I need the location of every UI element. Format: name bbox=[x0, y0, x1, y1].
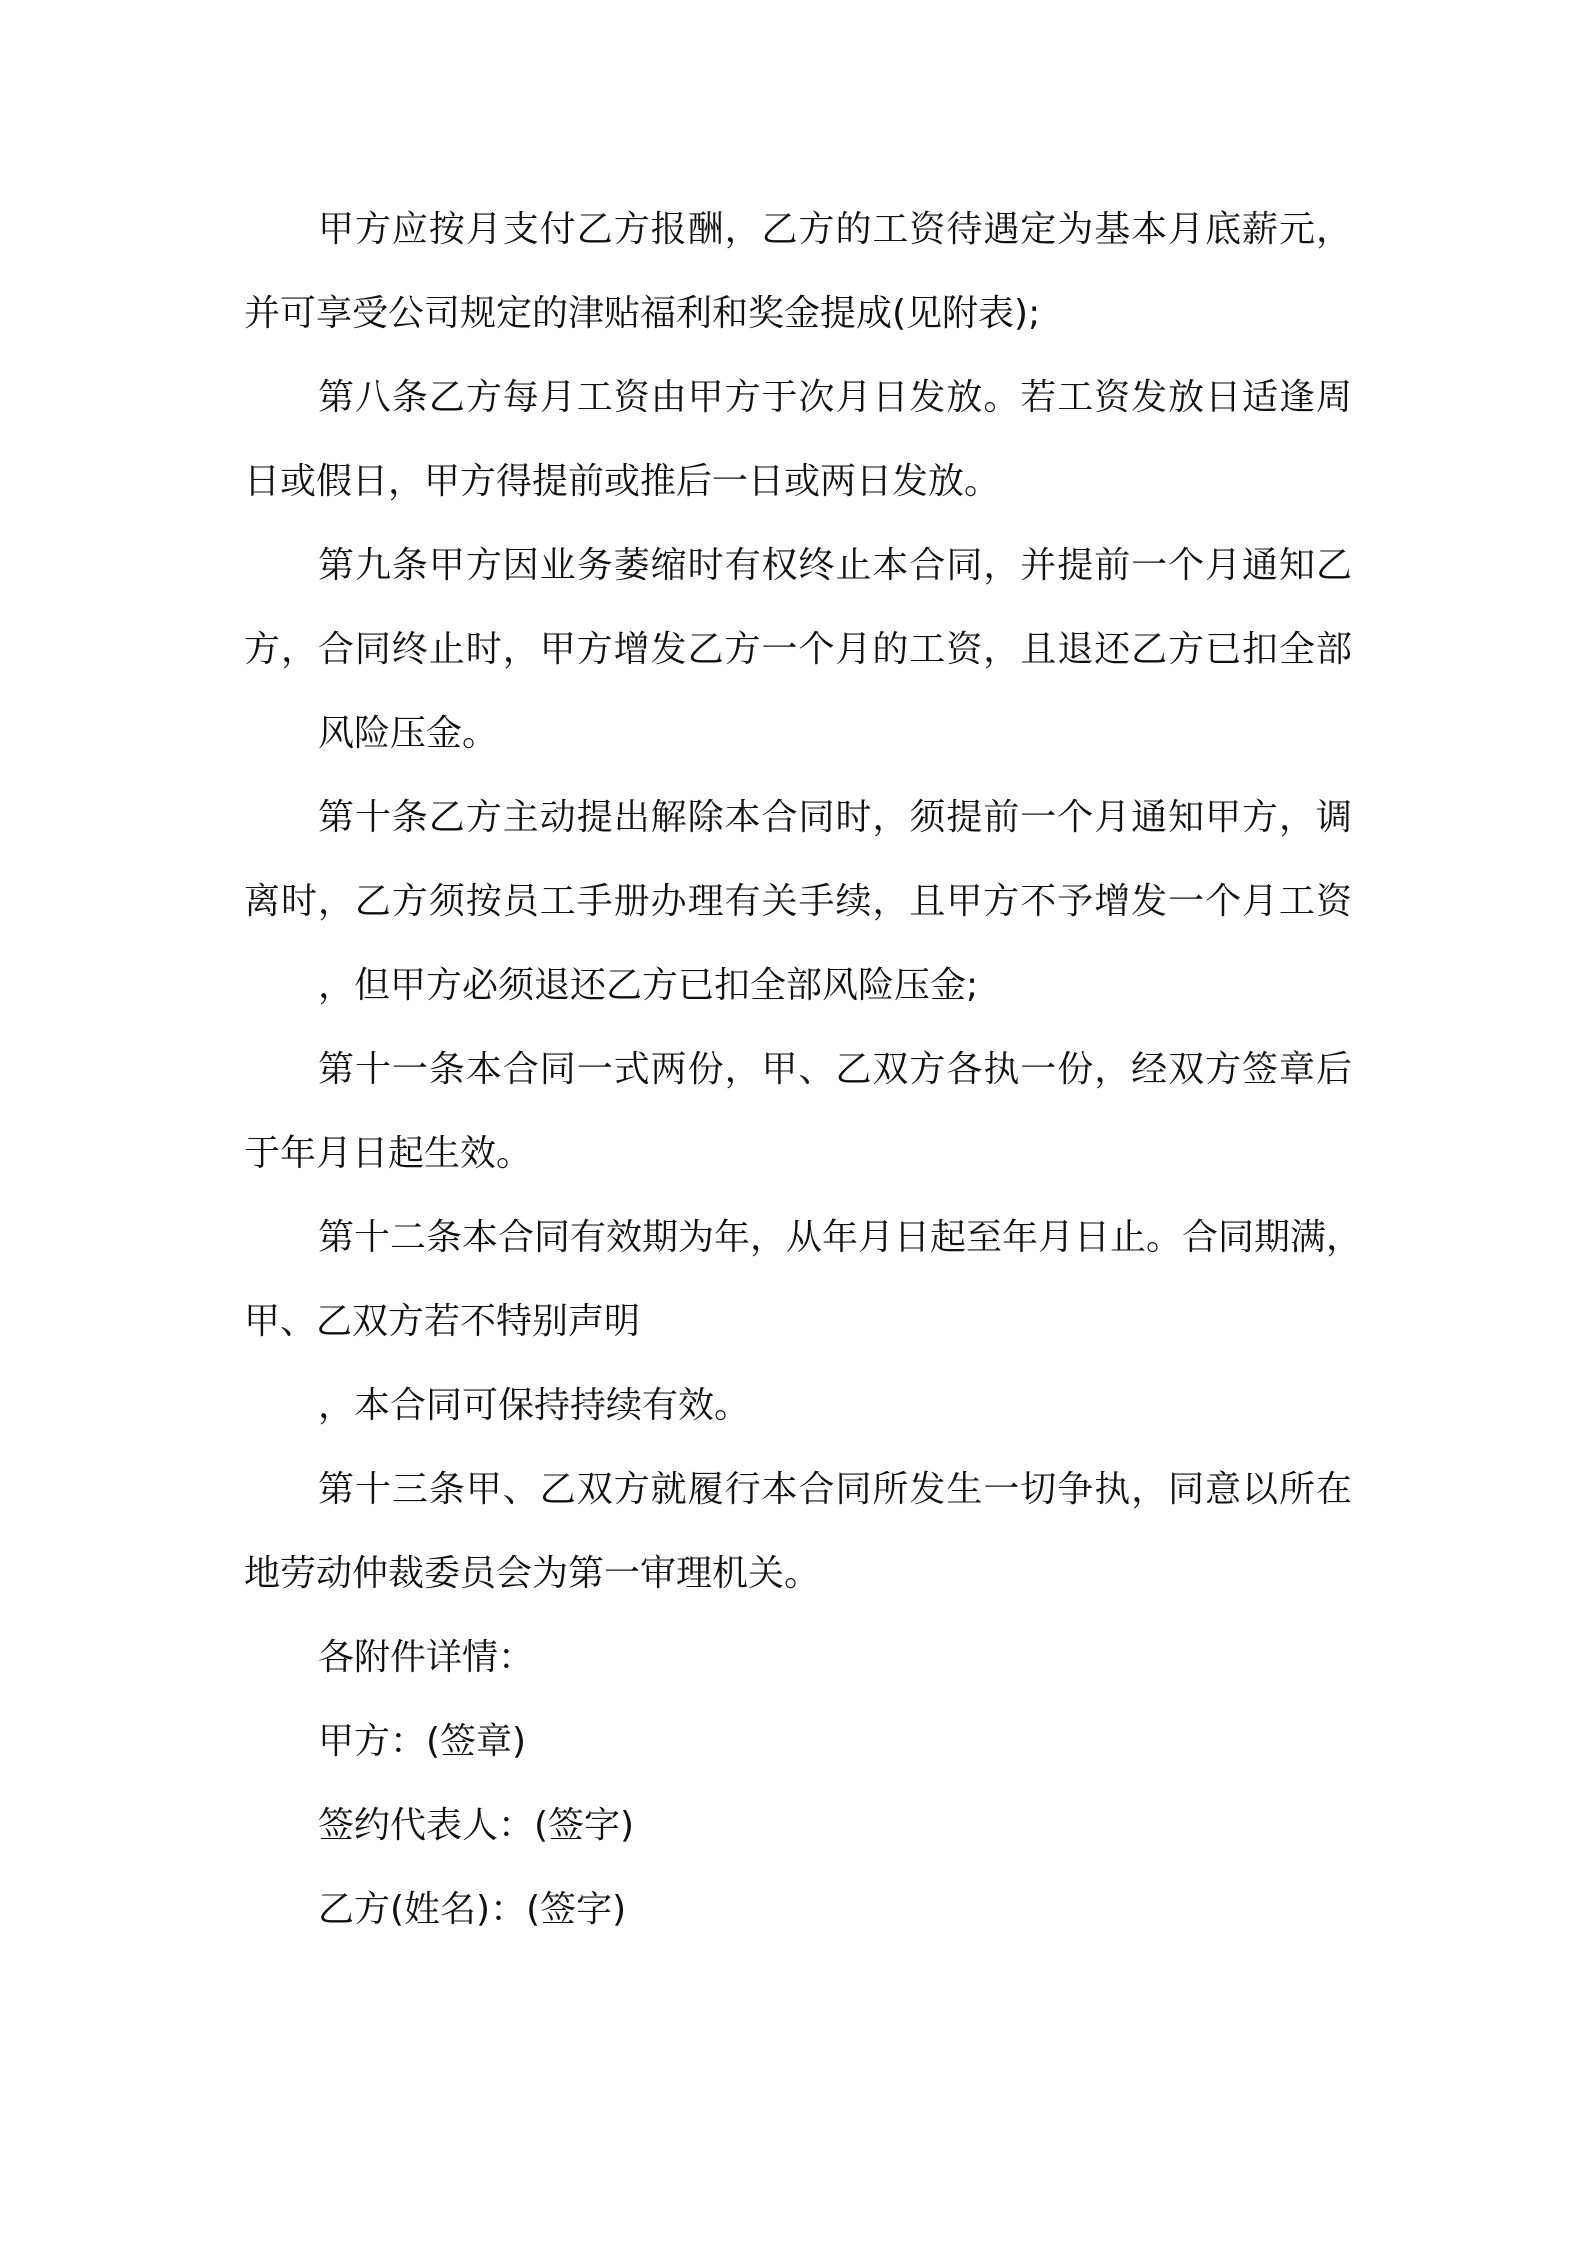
article-11-line-2: 于年月日起生效。 bbox=[244, 1133, 533, 1174]
article-9-line-1: 第九条甲方因业务萎缩时有权终止本合同，并提前一个月通知乙 bbox=[318, 545, 1352, 586]
article-9-line-3: 风险压金。 bbox=[318, 713, 499, 754]
article-10-line-2: 离时，乙方须按员工手册办理有关手续，且甲方不予增发一个月工资 bbox=[244, 881, 1352, 922]
article-13-line-2: 地劳动仲裁委员会为第一审理机关。 bbox=[244, 1553, 821, 1594]
attachments-label: 各附件详情： bbox=[318, 1637, 535, 1678]
article-12-line-2: 甲、乙双方若不特别声明 bbox=[244, 1301, 641, 1342]
article-9-line-2: 方，合同终止时，甲方增发乙方一个月的工资，且退还乙方已扣全部 bbox=[244, 629, 1352, 670]
article-13-line-1: 第十三条甲、乙双方就履行本合同所发生一切争执，同意以所在 bbox=[318, 1469, 1352, 1510]
representative-signature: 签约代表人：(签字) bbox=[318, 1805, 635, 1846]
party-b-signature: 乙方(姓名)：(签字) bbox=[318, 1889, 627, 1930]
article-11-line-1: 第十一条本合同一式两份，甲、乙双方各执一份，经双方签章后 bbox=[318, 1049, 1352, 1090]
article-10-line-3: ，但甲方必须退还乙方已扣全部风险压金; bbox=[318, 965, 979, 1006]
article-12-line-3: ，本合同可保持持续有效。 bbox=[318, 1385, 751, 1426]
article-8-line-2: 日或假日，甲方得提前或推后一日或两日发放。 bbox=[244, 461, 1001, 502]
salary-clause-line-1: 甲方应按月支付乙方报酬，乙方的工资待遇定为基本月底薪元， bbox=[318, 209, 1352, 250]
article-10-line-1: 第十条乙方主动提出解除本合同时，须提前一个月通知甲方，调 bbox=[318, 797, 1352, 838]
article-12-line-1: 第十二条本合同有效期为年，从年月日起至年月日止。合同期满， bbox=[318, 1217, 1363, 1258]
article-8-line-1: 第八条乙方每月工资由甲方于次月日发放。若工资发放日适逢周 bbox=[318, 377, 1352, 418]
party-a-signature: 甲方：(签章) bbox=[318, 1721, 527, 1762]
salary-clause-line-2: 并可享受公司规定的津贴福利和奖金提成(见附表); bbox=[244, 293, 1041, 334]
